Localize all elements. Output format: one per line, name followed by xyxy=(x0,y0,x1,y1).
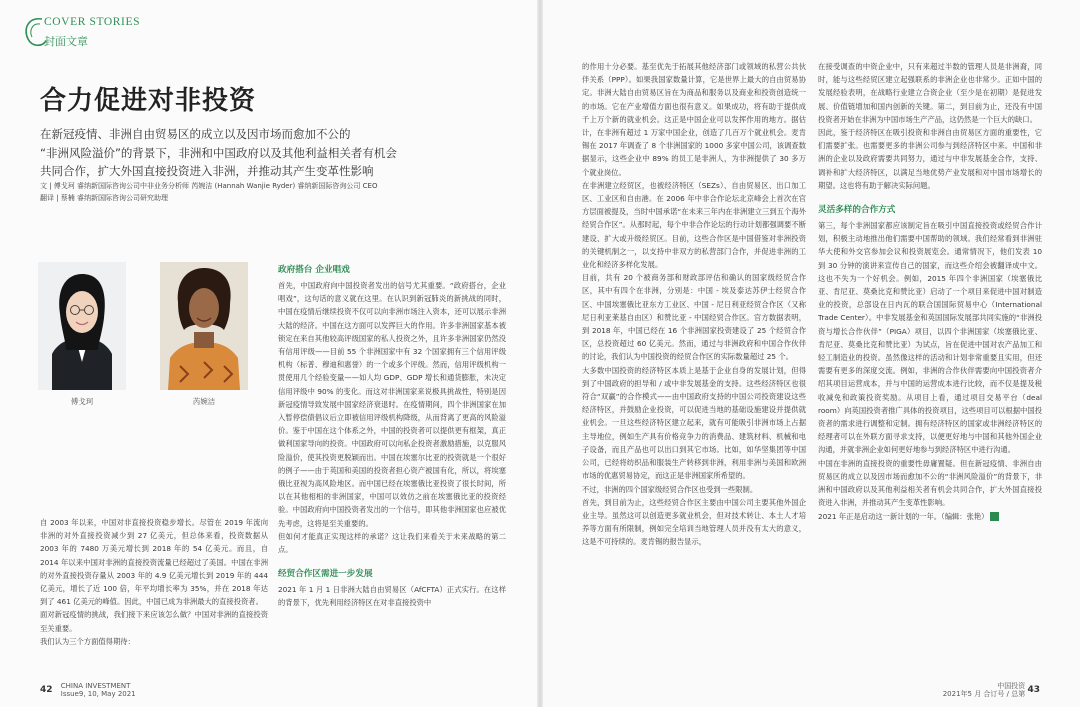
body-paragraph: 中国在非洲的直接投资的重要性毋庸置疑。但在新冠疫情、非洲自由贸易区的成立以及因市场而愈加不公的“非洲风险溢价”的背景下，非洲和中国政府以及其他利益相关者有机会共同合作，扩大外国直接投资进入非洲，并推动其产生变革性影响。 xyxy=(818,458,1042,508)
end-mark-icon xyxy=(990,512,999,521)
subheading: 灵活多样的合作方式 xyxy=(818,205,896,216)
author-photo-2 xyxy=(160,262,248,390)
subheading: 经贸合作区需进一步发展 xyxy=(278,569,373,580)
folio-left xyxy=(40,682,136,698)
issue-info: Issue9, 10, May 2021 xyxy=(60,690,136,698)
body-paragraph xyxy=(818,510,1042,523)
issue-info: 2021年5 月 合订号 / 总第 xyxy=(942,690,1026,698)
author-photo-1 xyxy=(38,262,126,390)
lead-line: 在新冠疫情、非洲自由贸易区的成立以及因市场而愈加不公的 xyxy=(40,127,351,141)
body-paragraph: 不过，非洲的四个国家级经贸合作区也受到一些限制。 xyxy=(582,484,758,494)
subheading: 政府搭台 企业唱戏 xyxy=(278,265,350,275)
byline xyxy=(40,180,520,204)
body-paragraph: 在接受调查的中资企业中，只有来超过半数的管理人员是非洲裔，同时，能与这些经贸区建立起强联系的非洲企业也非常少。正如中国的发展经验表明，在战略行业建立合资企业（至少是在初期）是促进发展、价值链增加和国内创新的关键。第二，到目前为止，还没有中国投资者开始在非洲为中国市场生产产品，这仍然是一个巨大的缺口。 xyxy=(818,62,1042,124)
lead-line: “非洲风险溢价”的背景下，非洲和中国政府以及其他利益相关者有机会 xyxy=(40,145,397,160)
section-label-cn: 封面文章 xyxy=(44,35,88,48)
lead-line: 共同合作，扩大外国直接投资进入非洲，并推动其产生变革性影响 xyxy=(40,164,374,178)
page-number: 42 xyxy=(40,685,53,695)
body-paragraph: 首先，中国政府向中国投资者发出的信号尤其重要。“政府搭台，企业唱戏”，这句话的意义就在这里。在认识到新冠肺炎的新挑战的同时，中国在疫情后继续投资不仅可以向非洲市场注入资本，还可以展示非洲大陆的经济。中国在这方面可以发挥巨大的作用。许多非洲国家基本被锁定在来自其他较高评级国家的私人投资之外，且许多非洲国家仍然没有信用评级——目前 55 个非洲国家中有 32 个国家拥有三个信用评级机构（标普、穆迪和惠誉）的一个或多个评级。然而，信用评级机构一贯使用几个经验变量——如人均 GDP、GDP 增长和通货膨胀，未决定信用评级中 90% 的变化。而这对非洲国家来说极具挑战性，特别是因新冠疫情导致发展中国家经济衰退时。在疫情期间，四个非洲国家在加入暂停偿债倡议后立即被信用评级机构降级，从而背离了更高的风险溢价。鉴于中国在这个体系之外，中国的投资者可以提供更有框架，真正做利国家导向的投资。中国政府可以向私企投资者激励措施，以克服风险溢价，使其投资更脱颖而出。中国在埃塞尔比亚的投资就是一个很好的例子——由于英国和美国的投资者担心资产被国有化，所以，将埃塞俄比亚视为高风险地区。而中国已经在埃塞俄比亚投资了很长时间，所以在其他相相的非洲国家，中国可以效仿之前在埃塞俄比亚的投资经验。中国政府向中国投资者发出的一个信号，即其他非洲国家也应被优先考虑，这将是至关重要的。 xyxy=(278,281,506,528)
section-header xyxy=(22,14,141,54)
byline-authors: 文 | 傅戈珂 睿纳新国际咨询公司中非业务分析师 芮婉洁 (Hannah Wanjie Ryder) 睿纳新国际咨询公司 CEO xyxy=(40,182,378,190)
body-column xyxy=(582,60,806,549)
magazine-name: CHINA INVESTMENT xyxy=(60,682,131,690)
closing-text: 2021 年正是启动这一新计划的一年。（编辑：张艳） xyxy=(818,511,989,521)
lead-paragraph xyxy=(40,125,397,181)
folio-right xyxy=(937,682,1040,698)
body-paragraph: 大多数中国投资的经济特区本质上是基于企业自身的发展计划，但得到了中国政府的担导和 / 或中非发展基金的支持。这些经济特区也很符合“双赢”的合作模式——由中国政府支持的中国公司投资建设这些经济特区，并鼓励企业投资，可以促进当地的基础设施建设并提供就业机会。一旦这些经济特区建立起来，就有可能吸引非洲市场上占据主导地位，例如生产具有价格竞争力的消费品、建筑材料、机械和电子设备，而且产品也可以出口到其它市场。比如，如华坚集团等中国公司，已经将纺织品和服装生产转移到非洲，利用非洲与美国和欧洲市场的优惠贸易协定，而这正是非洲国家所希望的。 xyxy=(582,365,806,481)
photo-caption: 傅戈珂 xyxy=(70,397,94,406)
body-paragraph: 第三，每个非洲国家都应该制定旨在吸引中国直接投资或经贸合作计划，积极主动地推出他们需要中国帮助的领域。我们经常看到非洲驻华大使和外交官参加会议和投资展览会。通常情况下，他们发表 10 到 30 分钟的演讲来宣传自己的国家，而这些介绍会被翻译成中文。这也不失为一个好机会。例如，2015 年四个非洲国家（埃塞俄比亚、肯尼亚、莫桑比克和赞比亚）启动了一个项目来促进中国对制造业的投资，总部设在日内瓦的联合国国际贸易中心（International Trade Center）。中非发展基金和英国国际发展部共同实施的“非洲投资与增长合作伙伴”（PIGA）项目，以四个非洲国家（埃塞俄比亚、肯尼亚、莫桑比克和赞比亚）为试点，旨在促进中国对农产品加工和轻工制造业的投资。虽然像这样的活动和计划非常重要且实用，但还需要有更多的深度交流。例如，非洲的合作伙伴需要向中国投资者介绍其项目运营成本，并与中国的运营成本进行比较，而不仅是提及税收减免和政策投资奖励。从项目上看，通过项目交易平台（deal room）向英国投资者推广具体的投资项目，这些项目可以根据中国投资者的需求进行调整和定制。拥有经济特区的国家或非洲经济特区的经理者可以在外联方面寻求支持，以便更好地与中国和其他外国企业沟通，并就非洲企业如何更好地参与到经济特区中进行沟通。 xyxy=(818,221,1042,455)
body-paragraph: 目前，共有 20 个被商务部和财政部评估和确认的国家级经贸合作区，其中有四个在非洲，分别是：中国 - 埃及泰达苏伊士经贸合作区、中国埃塞俄比亚东方工业区、中国 - 尼日利亚经贸合作区（又称尼日利亚莱基自由区）和赞比亚 - 中国经贸合作区。官方数据表明，到 2018 年，中国已经在 16 个非洲国家投资建设了 25 个经贸合作区，总投资超过 60 亿美元。然而，通过与非洲政府和中国合作伙伴的讨论，我们认为中国投资的经贸合作区的实际数量超过 25 个。 xyxy=(582,273,806,362)
body-paragraph: 首先，到目前为止，这些经贸合作区主要由中国公司主要其他外国企业主导。虽然这可以创造更多就业机会，但对技术转让、本土人才培养等方面有所限制，例如完全培训当地管理人员并没有太大的意义，这是不可持续的。麦肯锡的报告显示， xyxy=(582,497,806,547)
photo-caption: 芮婉洁 xyxy=(192,397,216,406)
body-paragraph: 在非洲建立经贸区，也被经济特区（SEZs）、自由贸易区、出口加工区、工业区和自由港。在 2006 年中非合作论坛北京峰会上首次在官方层面被提及，当时中国承诺“在未来三年内在非洲建立三到五个海外经贸合作区”。从那时起，每个中非合作论坛的行动计划都强调要不断建设、扩大或升级经贸区。目前，这些合作区是中国借鉴对非洲投资的关键机制之一，以支持中非双方的私营部门合作，并促进非洲的工业化和经济多样化发展。 xyxy=(582,180,806,270)
body-paragraph: 但如何才能真正实现这样的承诺？这让我们来看关于未来战略的第二点。 xyxy=(278,531,506,555)
body-column xyxy=(40,516,268,648)
byline-translator: 翻译 | 蔡楠 睿纳新国际咨询公司研究助理 xyxy=(40,194,169,202)
right-page xyxy=(540,0,1080,707)
body-column xyxy=(278,262,506,610)
page-number: 43 xyxy=(1027,685,1040,695)
body-paragraph: 2021 年 1 月 1 日非洲大陆自由贸易区（AfCFTA）正式实行。在这样的背景下，优先利用经济特区在对非直接投资中 xyxy=(278,585,506,608)
magazine-name: 中国投资 xyxy=(997,682,1026,690)
body-paragraph: 我们认为三个方面值得期待： xyxy=(40,636,135,646)
spread-gutter xyxy=(537,0,543,707)
body-paragraph: 的作用十分必要。基至优先于拓展其他经济部门或领域的私营公共伙伴关系（PPP）。如果我国家数量计算，它是世界上最大的自由贸易协定。非洲大陆自由贸易区旨在为商品和服务以及商业和投资创造统一的市场。它在产业增值方面也很有意义。如果成功，将有助于提供成千上万个新的就业机会。这正是中国企业可以发挥作用的地方。据估计，在非洲有超过 1 万家中国企业，创造了几百万个就业机会。麦肯锡在 2017 年调查了 8 个非洲国家的 1000 多家中国公司，该调查数据显示，这些企业中 89% 的员工是非洲人，为非洲提供了 30 多万个就业岗位。 xyxy=(582,62,806,177)
body-column xyxy=(818,60,1042,523)
body-paragraph: 自 2003 年以来，中国对非直接投资稳步增长。尽管在 2019 年流向非洲的对外直接投资减少到 27 亿美元，但总体来看，投资数据从 2003 年的 7480 万美元增长到 2018 年的 54 亿美元。而且，自 2014 年以来中国对非洲的直接投资流量已经超过了美国。中国在非洲的对外直接投资存量从 2003 年的 4.9 亿美元增长到 2019 年的 444 亿美元，增长了近 100 倍，年平均增长率为 35%，并在 2018 年达到了 461 亿美元的峰值。因此，中国已成为非洲最大的直接投资者。 xyxy=(40,518,268,607)
body-paragraph: 因此，鉴于经济特区在吸引投资和非洲自由贸易区方面的重要性，它们需要扩张。也需要更多的非洲公司参与到经济特区中来。中国和非洲的企业以及政府需要共同努力，通过与中非发展基金合作，支持、调补和扩大经济特区，以满足当地优势产业发展和对中国市场增长的期望。这也将有助于解决实际问题。 xyxy=(818,128,1042,190)
body-paragraph: 面对新冠疫情的挑战，我们接下来应该怎么做？中国对非洲的直接投资至关重要。 xyxy=(40,610,268,633)
article-title: 合力促进对非投资 xyxy=(40,86,257,116)
section-label-en: COVER STORIES xyxy=(44,16,141,28)
